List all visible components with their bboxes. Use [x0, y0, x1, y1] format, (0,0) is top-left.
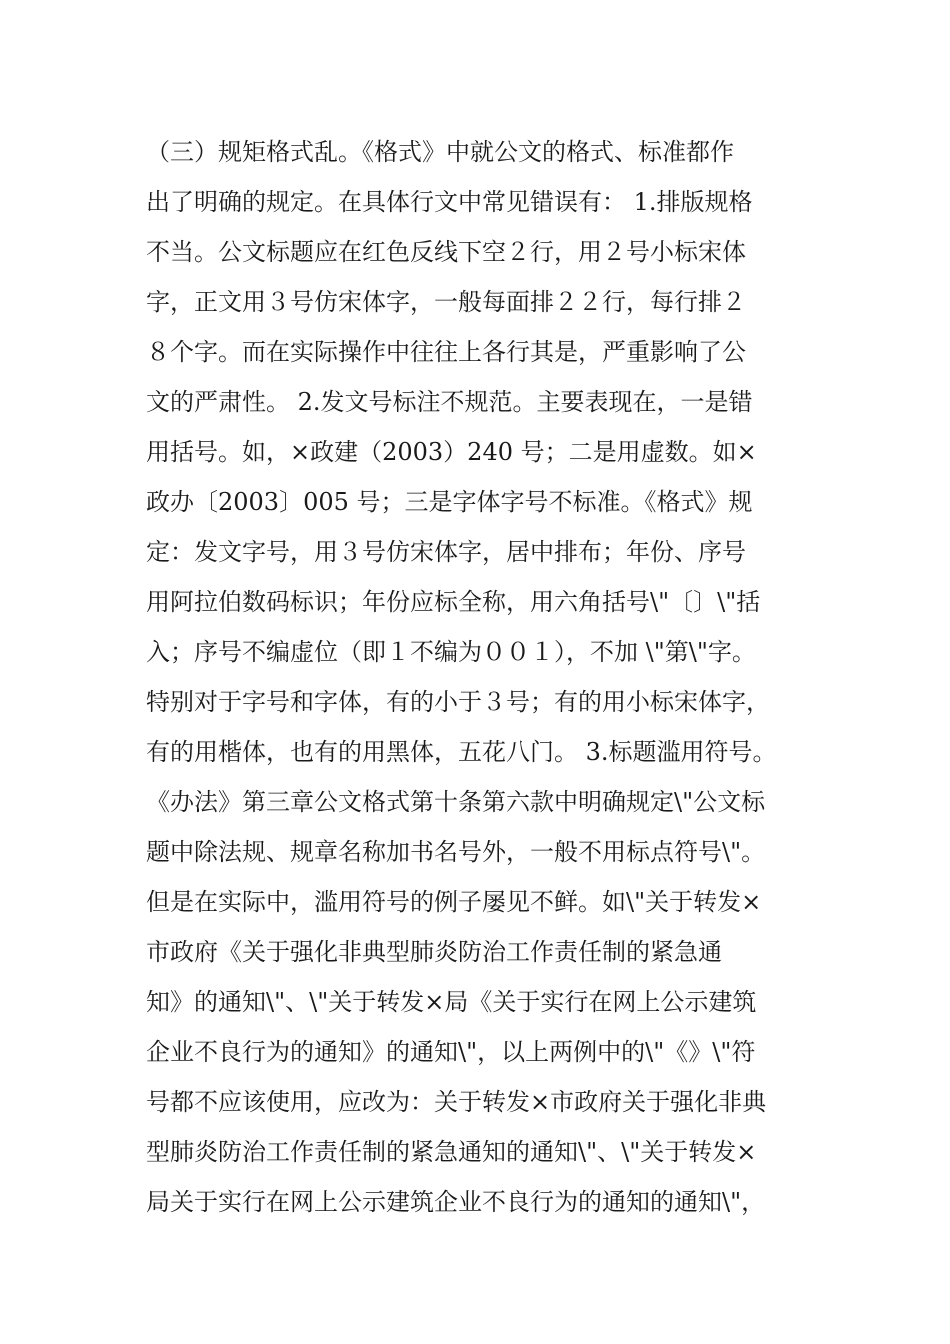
text-line-1: （三）规矩格式乱。《格式》中就公文的格式、标准都作 [146, 138, 734, 166]
text-line-19: 企业不良行为的通知》的通知\"，以上两例中的\"《》\"符 [146, 1038, 756, 1066]
text-line-7: 用括号。如，×政建（2003）240 号；二是用虚数。如× [146, 438, 757, 466]
text-line-16: 但是在实际中，滥用符号的例子屡见不鲜。如\"关于转发× [146, 888, 762, 916]
text-line-17: 市政府《关于强化非典型肺炎防治工作责任制的紧急通 [146, 938, 722, 966]
text-line-3: 不当。公文标题应在红色反线下空２行，用２号小标宋体 [146, 238, 746, 266]
text-line-22: 局关于实行在网上公示建筑企业不良行为的通知的通知\"， [146, 1188, 766, 1216]
text-line-6: 文的严肃性。 2.发文号标注不规范。主要表现在，一是错 [146, 388, 753, 416]
text-line-5: ８个字。而在实际操作中往往上各行其是，严重影响了公 [146, 338, 746, 366]
text-line-9: 定：发文字号，用３号仿宋体字，居中排布；年份、序号 [146, 538, 746, 566]
text-line-4: 字，正文用３号仿宋体字，一般每面排２２行，每行排２ [146, 288, 746, 316]
text-line-10: 用阿拉伯数码标识；年份应标全称，用六角括号\"〔〕\"括 [146, 588, 761, 616]
text-line-21: 型肺炎防治工作责任制的紧急通知的通知\"、\"关于转发× [146, 1138, 757, 1166]
text-line-14: 《办法》第三章公文格式第十条第六款中明确规定\"公文标 [146, 788, 766, 816]
text-line-13: 有的用楷体，也有的用黑体，五花八门。 3.标题滥用符号。 [146, 738, 777, 766]
text-line-20: 号都不应该使用，应改为：关于转发×市政府关于强化非典 [146, 1088, 767, 1116]
text-line-12: 特别对于字号和字体，有的小于３号；有的用小标宋体字， [146, 688, 770, 716]
body-paragraph [146, 127, 836, 1227]
text-line-11: 入；序号不编虚位（即１不编为００１），不加 \"第\"字。 [146, 638, 756, 666]
text-line-18: 知》的通知\"、\"关于转发×局《关于实行在网上公示建筑 [146, 988, 757, 1016]
text-line-2: 出了明确的规定。在具体行文中常见错误有： 1.排版规格 [146, 188, 753, 216]
text-line-15: 题中除法规、规章名称加书名号外，一般不用标点符号\"。 [146, 838, 766, 866]
text-line-8: 政办〔2003〕005 号；三是字体字号不标准。《格式》规 [146, 488, 753, 516]
